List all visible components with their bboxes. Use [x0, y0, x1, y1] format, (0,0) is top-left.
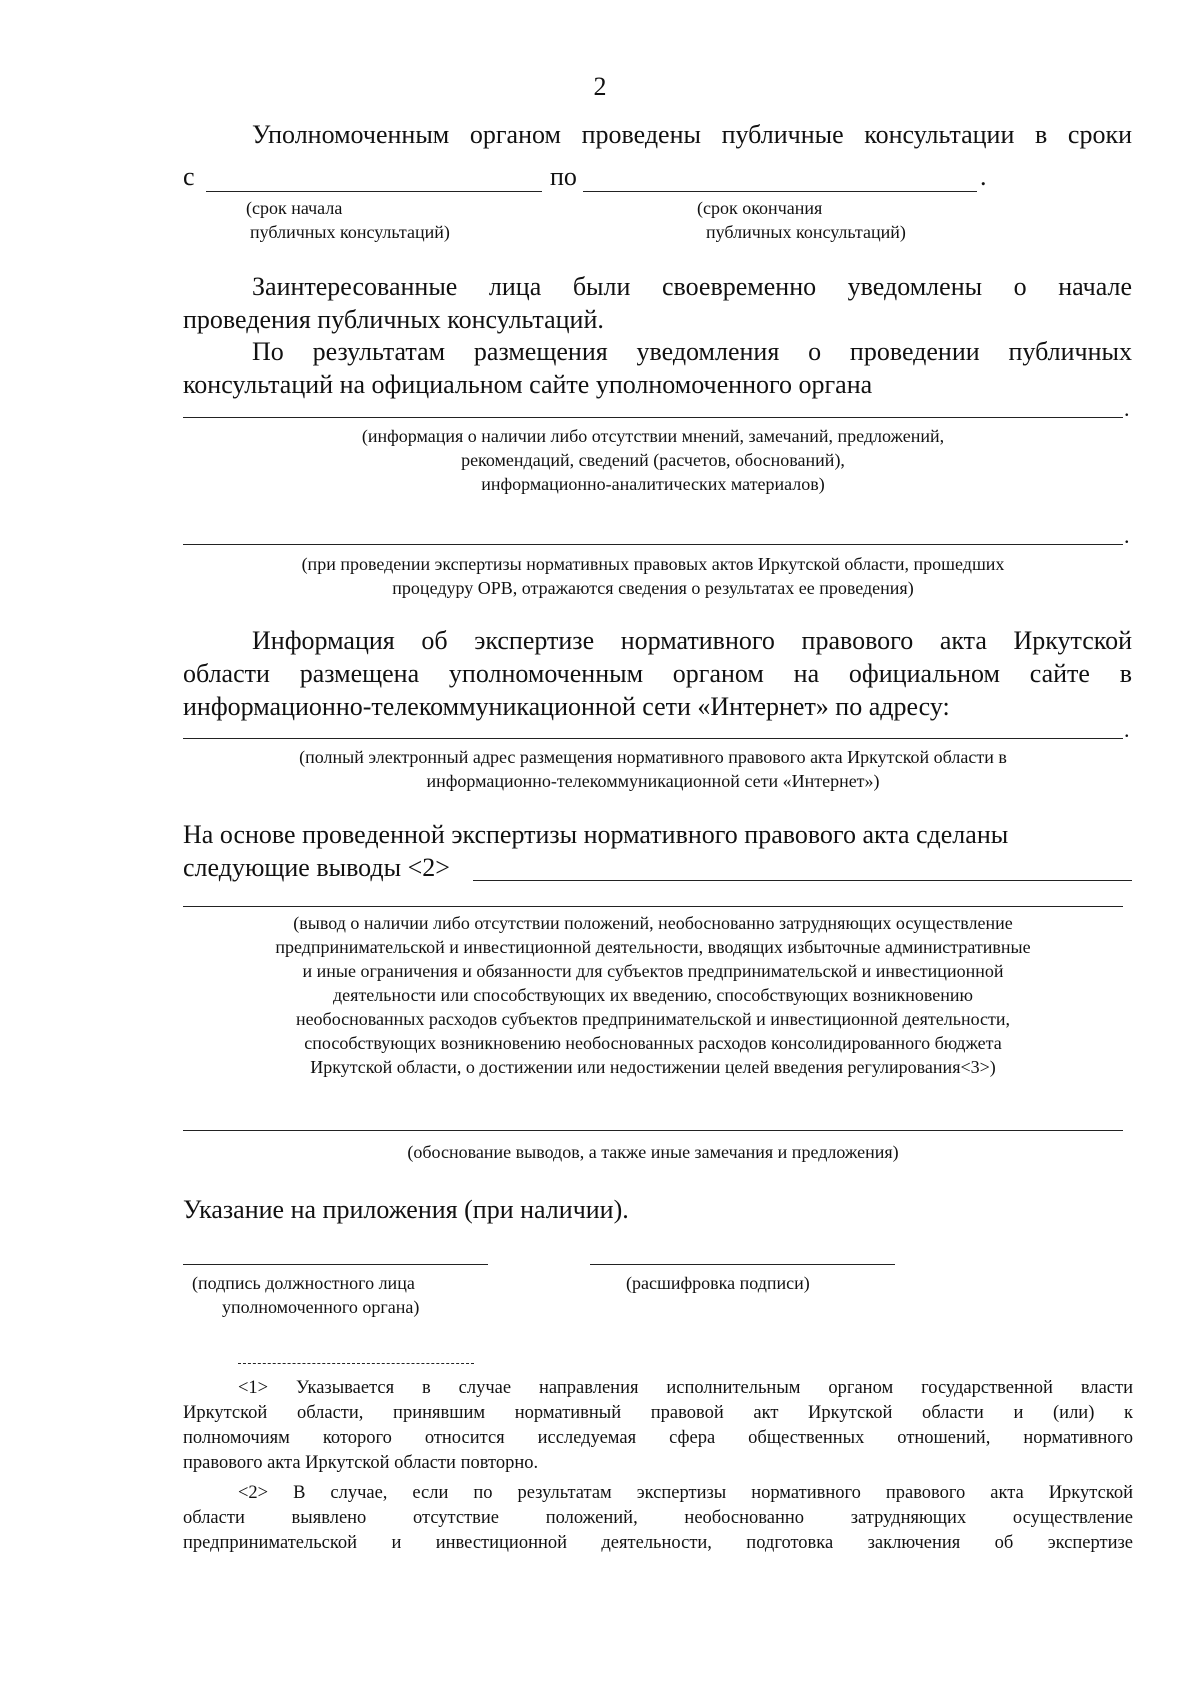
opinions-dot: . — [1124, 396, 1130, 421]
orv-dot: . — [1124, 523, 1130, 548]
end-dot: . — [980, 162, 987, 191]
conclusions-caption-5: необоснованных расходов субъектов предпринимательской и инвестиционной деятельности, — [295, 1009, 1011, 1029]
conclusions-caption-2: предпринимательской и инвестиционной деятельности, вводящих избыточные административные — [275, 937, 1031, 957]
conclusions-inline-line[interactable] — [473, 880, 1132, 881]
footnote-2-line-3: предпринимательской и инвестиционной деятельности, подготовка заключения об экспертизе — [183, 1533, 1133, 1553]
signature-decoding-line[interactable] — [590, 1264, 895, 1265]
conclusions-line-2: следующие выводы <2> — [183, 853, 450, 882]
opinions-caption-3: информационно-аналитических материалов) — [481, 474, 825, 494]
attachments-text: Указание на приложения (при наличии). — [183, 1195, 629, 1224]
start-caption-1: (срок начала — [246, 198, 343, 218]
conclusions-caption-4: деятельности или способствующих их введению, способствующих возникновению — [333, 985, 973, 1005]
results-line-1: По результатам размещения уведомления о проведении публичных — [252, 337, 1132, 366]
address-dot: . — [1124, 717, 1130, 742]
info-line-3: информационно-телекоммуникационной сети «Интернет» по адресу: — [183, 692, 950, 721]
signature-caption-1: (подпись должностного лица — [192, 1273, 415, 1293]
footnote-2-line-2: области выявлено отсутствие положений, необоснованно затрудняющих осуществление — [183, 1508, 1133, 1528]
signature-decoding-caption: (расшифровка подписи) — [626, 1273, 810, 1293]
footnote-1-line-1: <1> Указывается в случае направления исполнительным органом государственной власти — [238, 1378, 1133, 1398]
info-line-2: области размещена уполномоченным органом на официальном сайте в — [183, 659, 1132, 688]
signature-caption-2: уполномоченного органа) — [222, 1297, 420, 1317]
orv-line[interactable] — [183, 544, 1123, 545]
info-line-1: Информация об экспертизе нормативного правового акта Иркутской — [252, 626, 1132, 655]
end-date-line[interactable] — [583, 191, 977, 192]
page-number: 2 — [593, 72, 607, 101]
notified-line-1: Заинтересованные лица были своевременно уведомлены о начале — [252, 272, 1132, 301]
from-word: с — [183, 162, 195, 191]
conclusions-line[interactable] — [183, 906, 1123, 907]
conclusions-caption-7: Иркутской области, о достижении или недостижении целей введения регулирования<3>) — [310, 1057, 996, 1077]
footnote-separator — [238, 1363, 474, 1364]
opinions-line[interactable] — [183, 417, 1123, 418]
footnote-1-line-2: Иркутской области, принявшим нормативный правовой акт Иркутской области и (или) к — [183, 1403, 1133, 1423]
start-date-line[interactable] — [206, 191, 542, 192]
conclusions-caption-1: (вывод о наличии либо отсутствии положений, необоснованно затрудняющих осуществление — [293, 913, 1013, 933]
justification-caption: (обоснование выводов, а также иные замечания и предложения) — [407, 1142, 899, 1162]
footnote-1-line-3: полномочиям которого относится исследуемая сфера общественных отношений, нормативного — [183, 1428, 1133, 1448]
conclusions-line-1: На основе проведенной экспертизы нормативного правового акта сделаны — [183, 820, 1009, 849]
justification-line[interactable] — [183, 1130, 1123, 1131]
results-line-2: консультаций на официальном сайте уполномоченного органа — [183, 370, 873, 399]
opinions-caption-2: рекомендаций, сведений (расчетов, обоснований), — [461, 450, 845, 470]
conclusions-caption-6: способствующих возникновению необоснованных расходов консолидированного бюджета — [304, 1033, 1002, 1053]
footnote-1-line-4: правового акта Иркутской области повторно. — [183, 1453, 539, 1473]
consultations-sentence: Уполномоченным органом проведены публичные консультации в сроки — [252, 120, 1132, 149]
end-caption-1: (срок окончания — [697, 198, 823, 218]
footnote-2-line-1: <2> В случае, если по результатам экспертизы нормативного правового акта Иркутской — [238, 1483, 1133, 1503]
conclusions-caption-3: и иные ограничения и обязанности для субъектов предпринимательской и инвестиционной — [302, 961, 1004, 981]
address-line[interactable] — [183, 738, 1123, 739]
end-caption-2: публичных консультаций) — [706, 222, 906, 242]
address-caption-1: (полный электронный адрес размещения нормативного правового акта Иркутской области в — [299, 747, 1007, 767]
opinions-caption-1: (информация о наличии либо отсутствии мнений, замечаний, предложений, — [361, 426, 945, 446]
notified-line-2: проведения публичных консультаций. — [183, 305, 604, 334]
to-word: по — [550, 162, 577, 191]
orv-caption-2: процедуру ОРВ, отражаются сведения о результатах ее проведения) — [392, 578, 914, 598]
signature-line[interactable] — [183, 1264, 488, 1265]
orv-caption-1: (при проведении экспертизы нормативных правовых актов Иркутской области, прошедших — [301, 554, 1005, 574]
start-caption-2: публичных консультаций) — [250, 222, 450, 242]
address-caption-2: информационно-телекоммуникационной сети «Интернет») — [426, 771, 880, 791]
